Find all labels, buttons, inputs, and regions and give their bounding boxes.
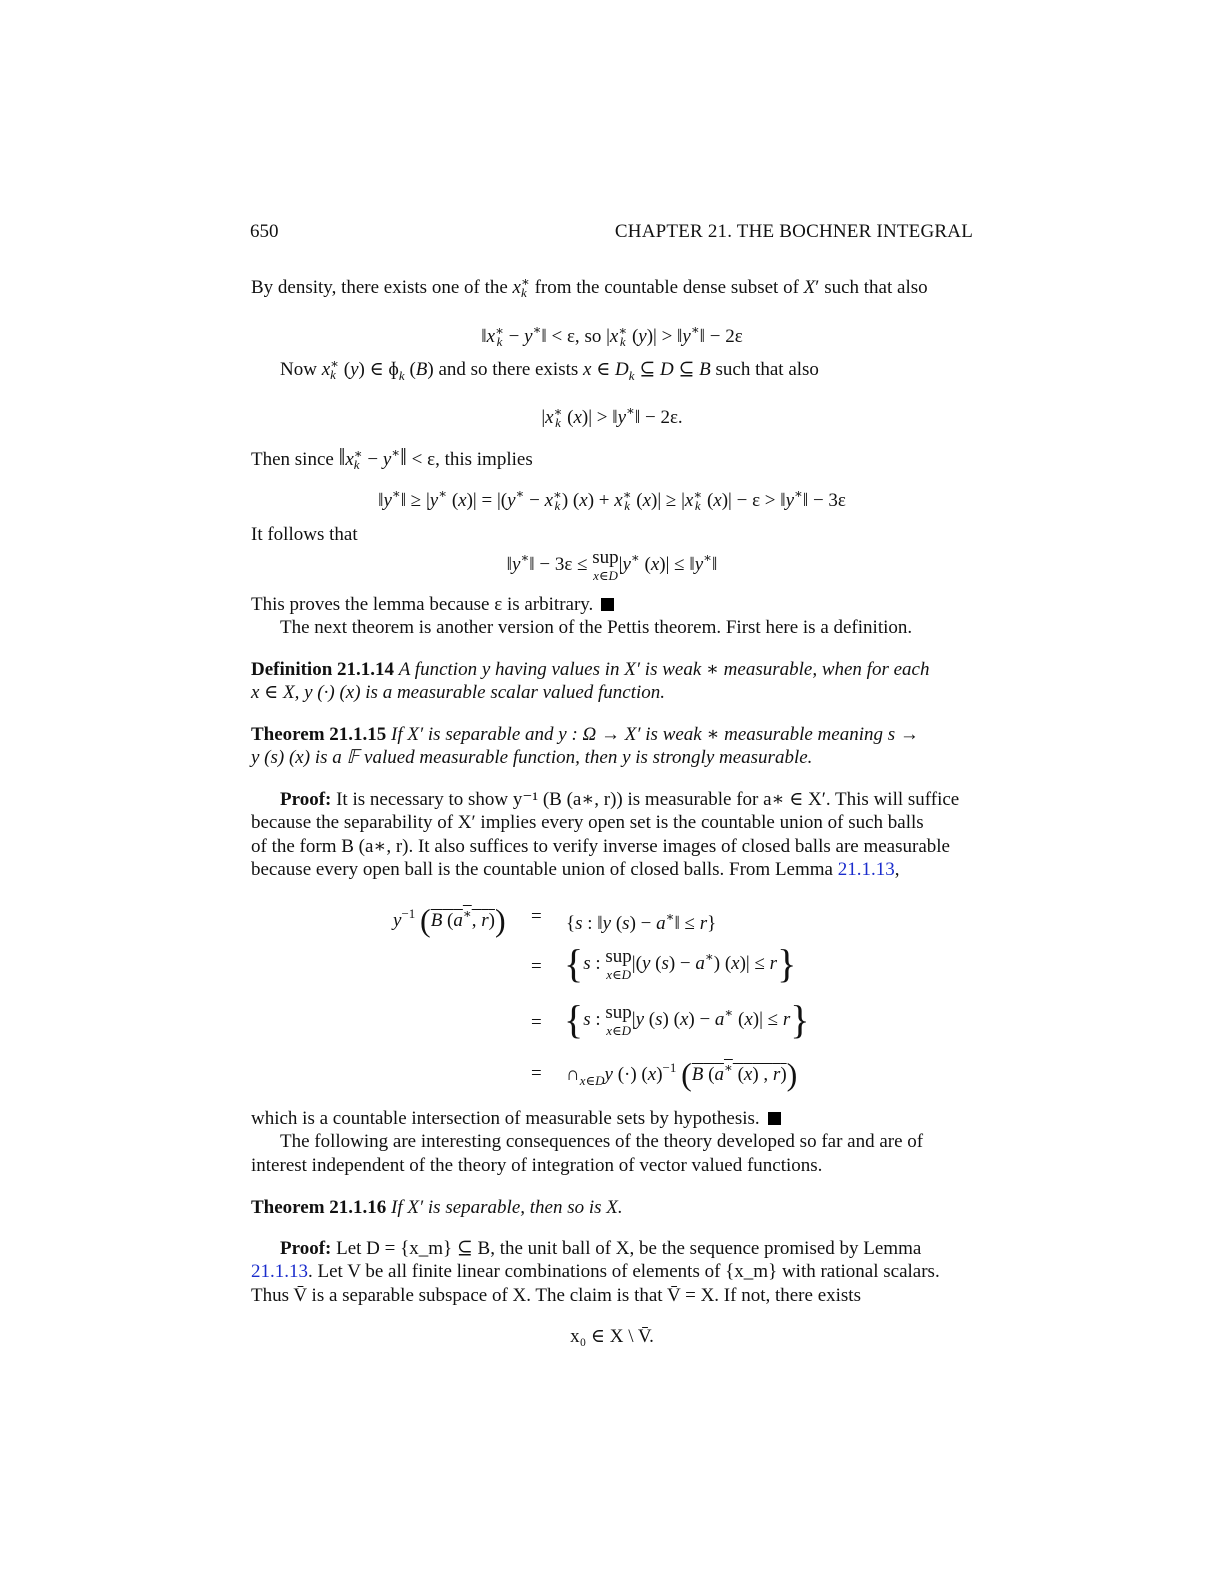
definition-21-1-14 [251, 658, 973, 682]
eq-rhs-4: $\cap_{x\in D}y$ (·) $(x)^{-1}$ (B (a∗ (x) , r)) [566, 1056, 798, 1092]
equation-x-estimate: |x∗ k (x)| > ‖y∗‖ − 2ε. [541, 403, 683, 430]
following-line1: The following are interesting consequences of the theory developed so far and are of [280, 1131, 924, 1152]
running-header: CHAPTER 21. THE BOCHNER INTEGRAL [614, 221, 973, 242]
theorem-text-line1: If X′ is separable and y : Ω → X′ is weak ∗ measurable meaning s → [391, 724, 919, 745]
eq-sign-3: = [531, 1012, 542, 1033]
eq-sign-1: = [531, 906, 542, 927]
eq-sign-4: = [531, 1063, 542, 1084]
equation-x0: x₀ ∈ X \ V̄. [570, 1326, 654, 1347]
proof-line4: because every open ball is the countable union of closed balls. From Lemma 21.1.13, [251, 859, 900, 880]
eq-rhs-3: {s : sup x∈D |y (s) (x) − a∗ (x)| ≤ r} [564, 997, 810, 1042]
density-sentence: By density, there exists one of the x∗ k from the countable dense subset of X′ such that also [251, 274, 928, 300]
next-theorem-sentence: The next theorem is another version of the Pettis theorem. First here is a definition. [280, 617, 913, 638]
qed-square-icon [601, 598, 614, 611]
definition-label: Definition 21.1.14 [251, 659, 395, 680]
equation-chain: ‖y∗‖ ≥ |y∗ (x)| = |(y∗ − x∗ k) (x) + x∗ k (x)| ≥ |x∗ k (x)| − ε > ‖y∗‖ − 3ε [378, 486, 846, 513]
following-line2: interest independent of the theory of integration of vector valued functions. [251, 1155, 823, 1176]
definition-text-line1: A function y having values in X′ is weak ∗ measurable, when for each [398, 659, 930, 680]
eq-lhs: $y^{-1}$ (B (a∗, r)) [393, 902, 506, 938]
eq-sign-2: = [531, 956, 542, 977]
proof-line3: of the form B (a∗, r). It also suffices to verify inverse images of closed balls are measurable [251, 836, 950, 857]
eq-rhs-1: {s : ‖y (s) − a∗‖ ≤ r} [566, 909, 717, 934]
now-sentence: Now x∗ k (y) ∈ ɸ$_k$ (B) and so there exists x ∈ $D_k$ ⊆ D ⊆ B such that also [280, 356, 819, 383]
proof-line1: Proof: It is necessary to show y⁻¹ (B (a∗, r)) is measurable for a∗ ∈ X′. This will suffice [280, 789, 960, 810]
lemma-conclusion: This proves the lemma because ε is arbitrary. [251, 593, 973, 617]
theorem-21-1-16 [251, 1196, 973, 1220]
proof16-line2: 21.1.13. Let V be all finite linear combinations of elements of {x_m} with rational scalars. [251, 1261, 940, 1282]
proof16-line3: Thus V̄ is a separable subspace of X. The claim is that V̄ = X. If not, there exists [251, 1285, 861, 1306]
page-number: 650 [250, 221, 279, 242]
definition-text-line2: x ∈ X, y (·) (x) is a measurable scalar valued function. [251, 682, 666, 703]
theorem-statement: If X′ is separable, then so is X. [391, 1197, 623, 1218]
equation-sup: ‖y∗‖ − 3ε ≤ sup x∈D |y∗ (x)| ≤ ‖y∗‖ [506, 547, 718, 583]
proof-line2: because the separability of X′ implies every open set is the countable union of such balls [251, 812, 924, 833]
theorem-text-line2: y (s) (x) is a 𝔽 valued measurable function, then y is strongly measurable. [251, 747, 813, 768]
theorem-21-1-15 [251, 723, 973, 747]
it-follows-sentence: It follows that [251, 524, 358, 545]
qed-square-icon [768, 1112, 781, 1125]
proof-conclusion: which is a countable intersection of measurable sets by hypothesis. [251, 1107, 973, 1131]
lemma-link-21-1-13[interactable]: 21.1.13 [251, 1261, 308, 1282]
equation-norm-estimate: ‖x∗ k − y∗‖ < ε, so |x∗ k (y)| > ‖y∗‖ − 2ε [481, 322, 743, 349]
theorem-label: Theorem 21.1.16 [251, 1197, 387, 1218]
lemma-link-21-1-13[interactable]: 21.1.13 [837, 859, 895, 880]
theorem-label: Theorem 21.1.15 [251, 724, 387, 745]
proof16-line1: Proof: Let D = {x_m} ⊆ B, the unit ball of X, be the sequence promised by Lemma [280, 1238, 922, 1259]
eq-rhs-2: {s : sup x∈D |(y (s) − a∗) (x)| ≤ r} [564, 941, 797, 986]
then-since-sentence: Then since ‖x∗ k − y∗‖ < ε, this implies [251, 445, 533, 472]
